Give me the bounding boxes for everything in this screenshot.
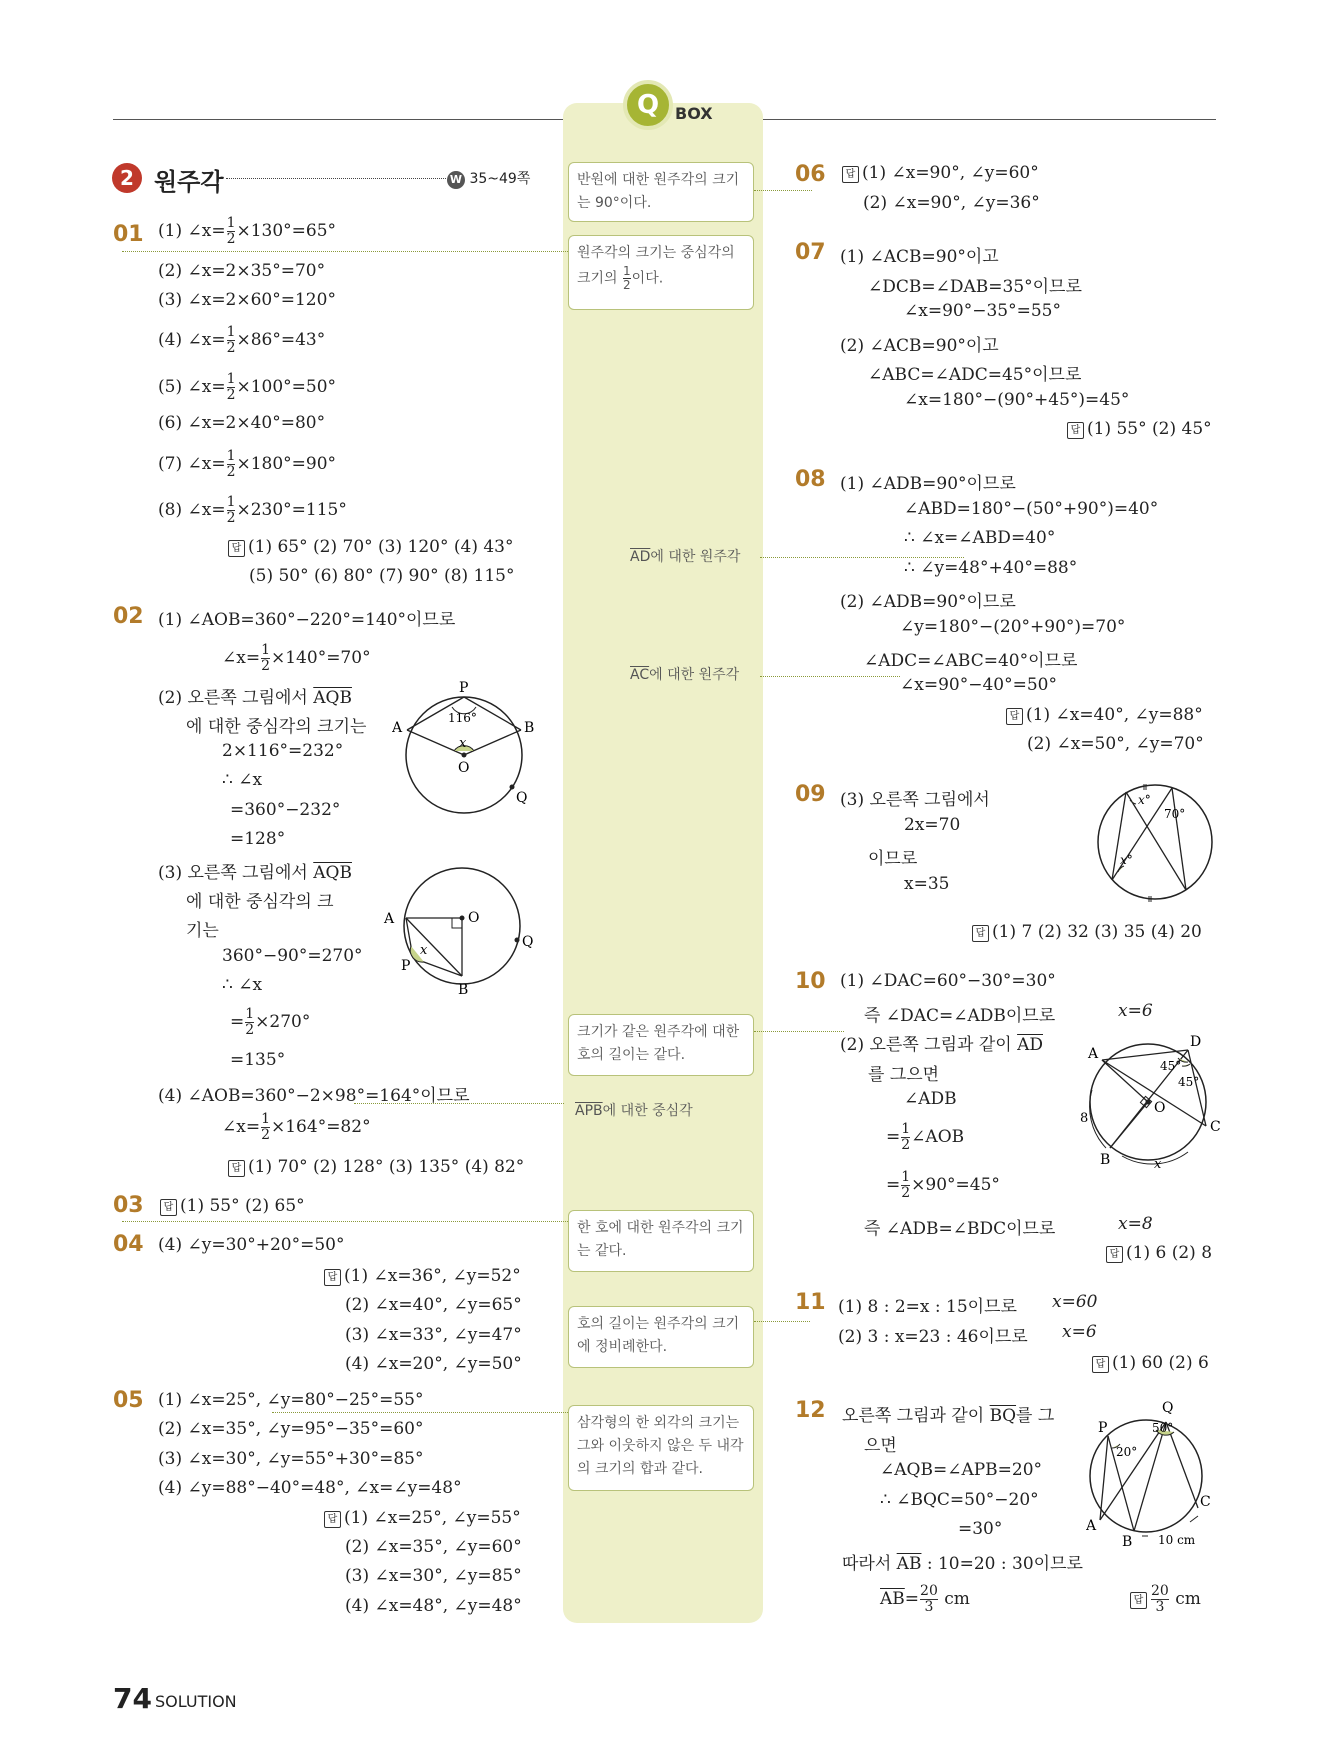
- p02-line12: 360°−90°=270°: [222, 946, 363, 966]
- figure-10: [1070, 1030, 1230, 1170]
- p12-line7: $\overline{AB}=$ $\frac{20}{3}$ cm: [880, 1583, 970, 1615]
- p10-line2x: x=6: [1118, 1001, 1153, 1021]
- p10-answer: 답 (1) 6 (2) 8: [1106, 1243, 1212, 1263]
- section-title: 원주각: [154, 168, 224, 196]
- p02-line5: 2×116°=232°: [222, 741, 344, 761]
- fig10-x: x: [1154, 1157, 1162, 1170]
- p02-answer: 답 (1) 70° (2) 128° (3) 135° (4) 82°: [228, 1157, 524, 1177]
- p07-line5: ∠ABC=∠ADC=45°이므로: [868, 365, 1082, 385]
- answer-icon: 답: [1006, 708, 1023, 725]
- p02-line3: (2) 오른쪽 그림에서 $\overline{AQB}$: [158, 688, 352, 708]
- p01-line6: (6) ∠x=2×40°=80°: [158, 413, 326, 433]
- p02-line10: 에 대한 중심각의 크: [186, 892, 334, 912]
- answer-icon: 답: [228, 1160, 245, 1177]
- p12-line1: 오른쪽 그림과 같이 $\overline{BQ}$를 그: [842, 1406, 1055, 1426]
- problem-number-06: 06: [795, 162, 826, 187]
- fig09-x2: x°: [1120, 853, 1133, 867]
- p05-answer1: 답 (1) ∠x=25°, ∠y=55°: [324, 1508, 521, 1528]
- p04-answer2: (2) ∠x=40°, ∠y=65°: [345, 1295, 522, 1315]
- p10-line1: (1) ∠DAC=60°−30°=30°: [840, 971, 1056, 991]
- p10-line6: = $\frac{1}{2}$ ∠AOB: [886, 1121, 965, 1153]
- p12-line2: 으면: [864, 1436, 897, 1456]
- p01-answer2: (5) 50° (6) 80° (7) 90° (8) 115°: [249, 566, 515, 586]
- p11-line1x: x=60: [1052, 1292, 1098, 1312]
- p02-line4: 에 대한 중심각의 크기는: [186, 717, 367, 737]
- fig12-C: C: [1200, 1494, 1211, 1510]
- note-half-central: 원주각의 크기는 중심각의 크기의 $\frac{1}{2}$ 이다.: [568, 235, 754, 310]
- p09-line2: 2x=70: [904, 815, 961, 835]
- p05-answer3: (3) ∠x=30°, ∠y=85°: [345, 1566, 522, 1586]
- fig09-x1: x°: [1138, 793, 1151, 807]
- note-semicircle: 반원에 대한 원주각의 크기는 90°이다.: [568, 162, 754, 222]
- answer-icon: 답: [1067, 422, 1084, 439]
- p08-line1: (1) ∠ADB=90°이므로: [840, 474, 1016, 494]
- qbox-column: [563, 103, 763, 1623]
- p02-line14: = $\frac{1}{2}$ ×270°: [230, 1006, 311, 1038]
- p12-line3: ∠AQB=∠APB=20°: [880, 1460, 1043, 1480]
- p10-line5: ∠ADB: [904, 1089, 957, 1109]
- p02-line6: ∴ ∠x: [222, 770, 263, 790]
- p02-line16: (4) ∠AOB=360°−2×98°=164°이므로: [158, 1086, 470, 1106]
- page-number: 74: [113, 1682, 152, 1715]
- fig10-a2: 45°: [1178, 1075, 1200, 1089]
- note-proportional: 호의 길이는 원주각의 크기에 정비례한다.: [568, 1306, 754, 1368]
- p10-line3: (2) 오른쪽 그림과 같이 $\overline{AD}$: [840, 1035, 1043, 1055]
- fig02a-angle: 116°: [448, 711, 477, 725]
- problem-number-10: 10: [795, 969, 826, 994]
- workbook-icon: W: [447, 171, 465, 189]
- p08-answer2: (2) ∠x=50°, ∠y=70°: [1027, 734, 1204, 754]
- fig12-P: P: [1098, 1420, 1108, 1436]
- p11-answer: 답 (1) 60 (2) 6: [1092, 1353, 1209, 1373]
- fig12-a1: 50°: [1152, 1421, 1174, 1435]
- fig09-a: 70°: [1164, 807, 1186, 821]
- p04-answer1: 답 (1) ∠x=36°, ∠y=52°: [324, 1266, 521, 1286]
- p07-line6: ∠x=180°−(90°+45°)=45°: [904, 390, 1130, 410]
- p05-line2: (2) ∠x=35°, ∠y=95°−35°=60°: [158, 1419, 424, 1439]
- p01-line4: (4) ∠x= $\frac{1}{2}$ ×86°=43°: [158, 324, 326, 356]
- p10-line8: 즉 ∠ADB=∠BDC이므로: [864, 1219, 1056, 1239]
- qbox-label: BOX: [675, 104, 713, 123]
- p08-line7: ∠ADC=∠ABC=40°이므로: [864, 651, 1078, 671]
- answer-icon: 답: [972, 925, 989, 942]
- p02-line17: ∠x= $\frac{1}{2}$ ×164°=82°: [222, 1111, 371, 1143]
- p02-line11: 기는: [186, 921, 219, 941]
- p07-line2: ∠DCB=∠DAB=35°이므로: [868, 277, 1082, 297]
- figure-12: [1086, 1398, 1218, 1548]
- p10-line8x: x=8: [1118, 1214, 1153, 1234]
- fig10-D: D: [1190, 1034, 1202, 1050]
- p05-line3: (3) ∠x=30°, ∠y=55°+30°=85°: [158, 1449, 424, 1469]
- fig02a-P: P: [459, 680, 469, 696]
- problem-number-07: 07: [795, 240, 826, 265]
- p01-leader: [122, 251, 568, 252]
- fig02a-O: O: [458, 760, 470, 776]
- problem-number-05: 05: [113, 1388, 144, 1413]
- p07-line4: (2) ∠ACB=90°이고: [840, 336, 999, 356]
- fig12-Q: Q: [1162, 1400, 1174, 1416]
- p09-line3: 이므로: [868, 849, 918, 869]
- p04-answer4: (4) ∠x=20°, ∠y=50°: [345, 1354, 522, 1374]
- fig02b-B: B: [458, 982, 469, 998]
- p02-line1: (1) ∠AOB=360°−220°=140°이므로: [158, 610, 456, 630]
- fig02b-A: A: [384, 911, 395, 927]
- p02-leader: [354, 1103, 564, 1104]
- figure-02-2: [392, 680, 542, 830]
- problem-number-09: 09: [795, 782, 826, 807]
- p01-line1: (1) ∠x= $\frac{1}{2}$ ×130°=65°: [158, 215, 337, 247]
- p10-line2: 즉 ∠DAC=∠ADB이므로: [864, 1006, 1056, 1026]
- p02-line9: (3) 오른쪽 그림에서 $\overline{AQB}$: [158, 863, 352, 883]
- figure-09: [1090, 780, 1220, 910]
- header-rule-right: [763, 119, 1216, 120]
- page-ref: [447, 168, 530, 189]
- p06-answer2: (2) ∠x=90°, ∠y=36°: [863, 193, 1040, 213]
- p09-line4: x=35: [904, 874, 950, 894]
- problem-number-02: 02: [113, 604, 144, 629]
- fig10-A: A: [1088, 1046, 1099, 1062]
- p01-line5: (5) ∠x= $\frac{1}{2}$ ×100°=50°: [158, 371, 337, 403]
- fig02a-x: x: [459, 736, 467, 751]
- p05-line4: (4) ∠y=88°−40°=48°, ∠x=∠y=48°: [158, 1478, 462, 1498]
- qbox-badge: Q: [623, 80, 673, 130]
- p08-answer1: 답 (1) ∠x=40°, ∠y=88°: [1006, 705, 1203, 725]
- note-equal-arcs: 크기가 같은 원주각에 대한 호의 길이는 같다.: [568, 1014, 754, 1076]
- p08-line2: ∠ABD=180°−(50°+90°)=40°: [904, 499, 1159, 519]
- fig02b-Q: Q: [522, 934, 534, 950]
- header-rule-left: [113, 119, 563, 120]
- p12-answer: 답 $\frac{20}{3}$ cm: [1130, 1584, 1201, 1615]
- page-ref-text: 35~49쪽: [469, 171, 531, 187]
- p10-line7: = $\frac{1}{2}$ ×90°=45°: [886, 1169, 1000, 1201]
- p09-answer: 답 (1) 7 (2) 32 (3) 35 (4) 20: [972, 922, 1202, 942]
- p02-line7: =360°−232°: [230, 800, 341, 820]
- p02-line15: =135°: [230, 1050, 286, 1070]
- fig10-O: O: [1154, 1100, 1166, 1116]
- fig12-A: A: [1086, 1518, 1097, 1534]
- p05-line1: (1) ∠x=25°, ∠y=80°−25°=55°: [158, 1390, 424, 1410]
- p05-answer4: (4) ∠x=48°, ∠y=48°: [345, 1596, 522, 1616]
- p09-line1: (3) 오른쪽 그림에서: [840, 790, 990, 810]
- p01-line3: (3) ∠x=2×60°=120°: [158, 290, 336, 310]
- p10-leader: [754, 1031, 844, 1032]
- p01-line8: (8) ∠x= $\frac{1}{2}$ ×230°=115°: [158, 494, 347, 526]
- answer-icon: 답: [1092, 1356, 1109, 1373]
- p08-line6: ∠y=180°−(20°+90°)=70°: [900, 617, 1126, 637]
- problem-number-04: 04: [113, 1232, 144, 1257]
- p10-line4: 를 그으면: [868, 1065, 940, 1085]
- fig10-eight: 8: [1080, 1111, 1089, 1126]
- p03-answer: 답 (1) 55° (2) 65°: [160, 1196, 305, 1216]
- answer-icon: 답: [842, 166, 859, 183]
- p12-line5: =30°: [958, 1519, 1003, 1539]
- footer-label: SOLUTION: [155, 1692, 237, 1711]
- p04-line1: (4) ∠y=30°+20°=50°: [158, 1235, 345, 1255]
- p08-line3: ∴ ∠x=∠ABD=40°: [904, 528, 1056, 548]
- p08-line5: (2) ∠ADB=90°이므로: [840, 592, 1016, 612]
- p05-answer2: (2) ∠x=35°, ∠y=60°: [345, 1537, 522, 1557]
- p02-line8: =128°: [230, 829, 286, 849]
- p08-leader2: [760, 676, 900, 677]
- p01-line7: (7) ∠x= $\frac{1}{2}$ ×180°=90°: [158, 448, 337, 480]
- p08-line4: ∴ ∠y=48°+40°=88°: [904, 558, 1078, 578]
- p11-line2: (2) 3 : x=23 : 46이므로: [838, 1327, 1028, 1347]
- p02-line2: ∠x= $\frac{1}{2}$ ×140°=70°: [222, 642, 371, 674]
- p01-line2: (2) ∠x=2×35°=70°: [158, 261, 326, 281]
- fig02a-B: B: [524, 720, 535, 736]
- problem-number-11: 11: [795, 1290, 826, 1315]
- p05-leader: [272, 1412, 568, 1413]
- figure-02-3: [380, 858, 540, 1008]
- p06-answer1: 답 (1) ∠x=90°, ∠y=60°: [842, 163, 1039, 183]
- section-leader: [226, 178, 446, 179]
- p04-answer3: (3) ∠x=33°, ∠y=47°: [345, 1325, 522, 1345]
- problem-number-12: 12: [795, 1398, 826, 1423]
- note-exterior-angle: 삼각형의 한 외각의 크기는 그와 이웃하지 않은 두 내각의 크기의 합과 같다.: [568, 1405, 754, 1491]
- tag-arc-ad: $\overline{AD}$에 대한 원주각: [630, 549, 741, 565]
- section-number: 2: [112, 163, 142, 193]
- p08-line8: ∠x=90°−40°=50°: [900, 675, 1057, 695]
- p02-line13: ∴ ∠x: [222, 975, 263, 995]
- answer-icon: 답: [324, 1269, 341, 1286]
- fig12-B: B: [1122, 1534, 1133, 1548]
- p07-line3: ∠x=90°−35°=55°: [904, 301, 1061, 321]
- tag-arc-ac: $\overline{AC}$에 대한 원주각: [630, 667, 740, 683]
- fig02b-O: O: [468, 910, 480, 926]
- p07-line1: (1) ∠ACB=90°이고: [840, 247, 999, 267]
- problem-number-08: 08: [795, 467, 826, 492]
- p11-line1: (1) 8 : 2=x : 15이므로: [838, 1297, 1017, 1317]
- p11-leader: [754, 1321, 810, 1322]
- fig10-B: B: [1100, 1152, 1111, 1168]
- fig12-a2: 20°: [1116, 1445, 1138, 1459]
- fig02a-A: A: [392, 720, 403, 736]
- p12-line6: 따라서 $\overline{AB}$ : 10=20 : 30이므로: [842, 1554, 1083, 1574]
- answer-icon: 답: [228, 540, 245, 557]
- p12-line4: ∴ ∠BQC=50°−20°: [880, 1490, 1039, 1510]
- fig10-a1: 45°: [1160, 1059, 1182, 1073]
- fig12-len: 10 cm: [1158, 1533, 1196, 1547]
- tag-arc-apb: $\overline{APB}$에 대한 중심각: [575, 1103, 693, 1119]
- answer-icon: 답: [324, 1511, 341, 1528]
- fig10-C: C: [1210, 1119, 1221, 1135]
- note-same-arc: 한 호에 대한 원주각의 크기는 같다.: [568, 1210, 754, 1272]
- p03-leader: [122, 1221, 568, 1222]
- answer-icon: 답: [1130, 1592, 1147, 1609]
- p06-leader: [754, 190, 812, 191]
- p07-answer: 답 (1) 55° (2) 45°: [1067, 419, 1212, 439]
- fig02a-Q: Q: [516, 790, 528, 806]
- p01-answer1: 답 (1) 65° (2) 70° (3) 120° (4) 43°: [228, 537, 514, 557]
- answer-icon: 답: [1106, 1246, 1123, 1263]
- fig02b-x: x: [420, 943, 428, 958]
- answer-icon: 답: [160, 1199, 177, 1216]
- fig02b-P: P: [401, 958, 411, 974]
- problem-number-03: 03: [113, 1193, 144, 1218]
- p11-line2x: x=6: [1062, 1322, 1097, 1342]
- problem-number-01: 01: [113, 222, 144, 247]
